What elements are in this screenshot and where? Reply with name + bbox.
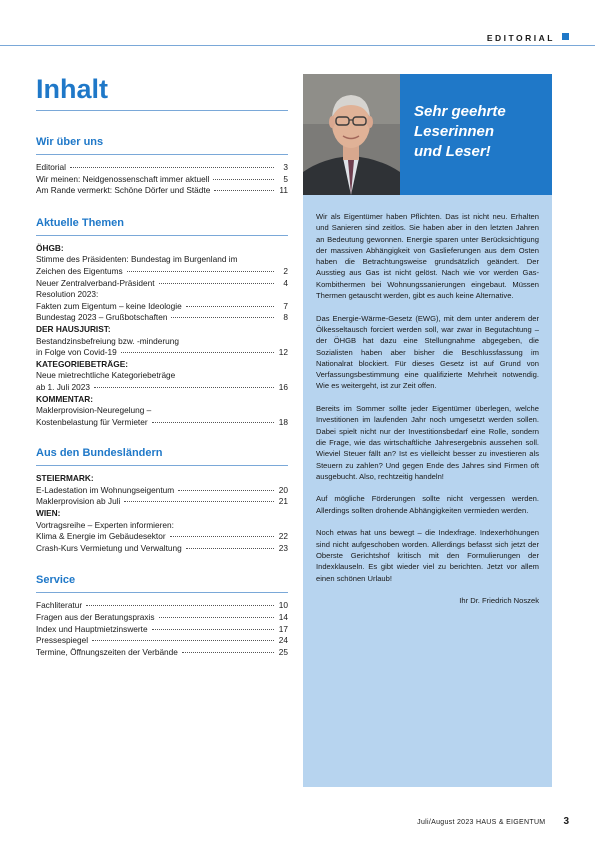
toc-entry-title: Pressespiegel [36,635,89,646]
toc-page-number: 25 [278,646,288,657]
editorial-paragraph: Wir als Eigentümer haben Pflichten. Das ist nicht neu. Erhalten und Sanieren sind zeitlos. Sie haben aber in den letzten Jahren an Bedeutung gewonnen. Energie sparen unter Berücksichtigung der massiven Abhängigkeit von Gaslieferungen aus dem Osten haben die Betrachtungsweise grundsätzlich geändert. Der Ausstieg aus Gas ist nicht gelöst. Nach wie vor werden Gas-Kombithermen bei Wohnungssanierungen eingebaut. Müssen Thermen getauscht werden, gibt es auch keine Alternative. [316,212,539,301]
toc-entry-title: Fakten zum Eigentum – keine Ideologie [36,300,182,311]
toc-section [36,216,288,429]
greeting-line-2: Leserinnen [414,123,495,140]
toc-entry-title: Maklerprovision ab Juli [36,496,121,507]
editorial-paragraph: Noch etwas hat uns bewegt – die Indexfrage. Indexerhöhungen sind nicht aufgeschoben worden. Allerdings befasst sich jetzt der Oberste Gerichtshof kritisch mit den Formulierungen der Indexklauseln. Es gibt wieder viel zu berichten. Jetzt vor allem einen schönen Urlaub! [316,528,539,583]
toc-page-number: 17 [278,623,288,634]
toc-entry[interactable] [36,370,288,393]
toc-entry[interactable] [36,185,288,197]
toc-page-number: 11 [279,185,288,196]
toc-page-number: 23 [278,542,288,553]
toc-entry[interactable] [36,254,288,277]
toc-entry[interactable] [36,485,288,497]
toc-entry[interactable] [36,174,288,186]
page-title: Inhalt [36,74,108,104]
toc-category: WIEN: [36,508,61,519]
dot-leader [214,190,274,191]
toc-page-number: 21 [278,496,288,507]
toc-entry[interactable] [36,336,288,359]
toc-page-number: 24 [278,635,288,646]
editorial-column [303,74,552,787]
section-divider [36,592,288,593]
toc-page-number: 10 [278,600,288,611]
toc-entry-title: Fragen aus der Beratungspraxis [36,612,155,623]
toc-entry-title: Neue mietrechtliche Kategoriebeträge [36,370,176,381]
toc-entry-title: Index und Hauptmietzinswerte [36,623,148,634]
toc-entry-title: Bundestag 2023 – Grußbotschaften [36,312,168,323]
dot-leader [127,271,274,272]
editorial-paragraph: Auf mögliche Förderungen sollte nicht vergessen werden. Allerdings sollten drohende Abhängigkeiten vermieden werden. [316,494,539,515]
author-photo [303,74,400,195]
section-divider [36,465,288,466]
toc-entry[interactable] [36,624,288,636]
dot-leader [170,536,274,537]
editorial-paragraph: Bereits im Sommer sollte jeder Eigentümer überlegen, welche Investitionen im laufenden Jahr noch umgesetzt werden sollen. Dabei spielt nicht nur der Investitionsbedarf eine Rolle, sondern die Frage, wie das wirtschaftliche Jahresergebnis aussehen soll. Wieviel Steuer fällt an? Ist es vielleicht besser zu investieren als Steuern zu zahlen? Und gegen Ende des Jahres sind Firmen oft ausgebucht. Also, rechtzeitig handeln! [316,404,539,481]
toc-page-number: 14 [278,612,288,623]
dot-leader [124,501,274,502]
dot-leader [86,605,274,606]
dot-leader [178,490,274,491]
dot-leader [159,283,274,284]
toc-entry-title: Fachliteratur [36,600,83,611]
toc-page-number: 18 [278,416,288,427]
toc-page-number: 7 [283,300,288,311]
toc-entry-title: Kostenbelastung für Vermieter [36,416,148,427]
toc-page-number: 12 [278,347,288,358]
toc-entry[interactable] [36,612,288,624]
dot-leader [152,422,274,423]
toc-entry[interactable] [36,647,288,659]
toc-entry-title: Crash-Kurs Vermietung und Verwaltung [36,542,182,553]
issue-label: Juli/August 2023 HAUS & EIGENTUM [417,819,546,826]
dot-leader [186,548,274,549]
dot-leader [159,617,274,618]
page-footer [417,816,569,827]
toc-entry-title: Wir meinen: Neidgenossenschaft immer aktuell [36,173,210,184]
toc-page-number: 3 [283,162,288,172]
dot-leader [213,179,274,180]
toc-entry[interactable] [36,278,288,290]
section-label: EDITORIAL [486,33,555,43]
toc-section [36,446,288,554]
toc-category: ÖHGB: [36,242,64,253]
editorial-letter [303,195,552,787]
toc-entry[interactable] [36,600,288,612]
toc-entry-title: Klima & Energie im Gebäudesektor [36,531,166,542]
dot-leader [182,652,274,653]
toc-page-number: 8 [283,312,288,323]
editorial-paragraph: Das Energie-Wärme-Gesetz (EWG), mit dem unter anderem der Ölkesseltausch forciert werden soll, war zwar in Begutachtung – der ÖHGB hat dazu eine Stellungnahme abgegeben, die Sozialisten haben aber bisher die Beschlussfassung im Nationalrat blockiert. Für dieses Gesetz ist auf Grund von Verfassungsbestimmung eine qualifizierte Mehrheit notwendig. Wie es weitergeht, ist zur Zeit offen. [316,313,539,391]
toc-entry[interactable] [36,162,288,174]
toc-entry[interactable] [36,312,288,324]
toc-section [36,573,288,658]
section-heading: Service [36,574,76,587]
toc-entry[interactable] [36,289,288,312]
greeting-box [400,74,552,195]
toc-entry-title: Am Rande vermerkt: Schöne Dörfer und Städte [36,185,211,196]
section-marker [562,33,569,40]
section-divider [36,154,288,155]
toc-section [36,135,288,197]
toc-entry[interactable] [36,635,288,647]
toc-entry-title: Maklerprovision-Neuregelung – [36,405,152,416]
dot-leader [70,167,274,168]
title-divider [36,110,288,111]
section-divider [36,235,288,236]
toc-entry-title: Termine, Öffnungszeiten der Verbände [36,646,178,657]
toc-category: STEIERMARK: [36,473,94,484]
toc-page-number: 5 [283,173,288,184]
table-of-contents [36,74,288,658]
dot-leader [121,352,274,353]
toc-entry-title: in Folge von Covid-19 [36,347,117,358]
toc-page-number: 4 [283,277,288,288]
toc-entry-title: Resolution 2023: [36,289,99,300]
toc-entry[interactable] [36,405,288,428]
toc-page-number: 2 [283,265,288,276]
dot-leader [94,387,274,388]
editorial-hero [303,74,552,195]
toc-category: KOMMENTAR: [36,393,93,404]
toc-entry-title: Zeichen des Eigentums [36,265,123,276]
toc-page-number: 20 [278,484,288,495]
header-divider [0,45,595,46]
section-heading: Aus den Bundesländern [36,447,163,460]
dot-leader [152,629,274,630]
dot-leader [92,640,274,641]
toc-entry-title: E-Ladestation im Wohnungseigentum [36,484,175,495]
toc-category: KATEGORIEBETRÄGE: [36,358,129,369]
toc-entry[interactable] [36,520,288,543]
dot-leader [171,317,274,318]
toc-sections [36,135,288,658]
section-heading: Aktuelle Themen [36,216,125,229]
greeting-line-1: Sehr geehrte [414,103,506,120]
signature: Ihr Dr. Friedrich Noszek [459,596,539,606]
toc-entry-title: Editorial [36,162,66,172]
greeting-line-3: und Leser! [414,143,491,160]
toc-entry-title: ab 1. Juli 2023 [36,381,90,392]
page-number: 3 [563,816,569,827]
toc-entry-title: Vortragsreihe – Experten informieren: [36,519,174,530]
toc-entry[interactable] [36,543,288,555]
toc-page-number: 16 [278,381,288,392]
toc-page-number: 22 [278,531,288,542]
toc-entry[interactable] [36,496,288,508]
section-heading: Wir über uns [36,136,104,148]
toc-entry-title: Neuer Zentralverband-Präsident [36,277,155,288]
dot-leader [186,306,274,307]
toc-entry-title: Bestandzinsbefreiung bzw. -minderung [36,335,179,346]
toc-entry-title: Stimme des Präsidenten: Bundestag im Burgenland im [36,254,238,265]
toc-category: DER HAUSJURIST: [36,323,111,334]
